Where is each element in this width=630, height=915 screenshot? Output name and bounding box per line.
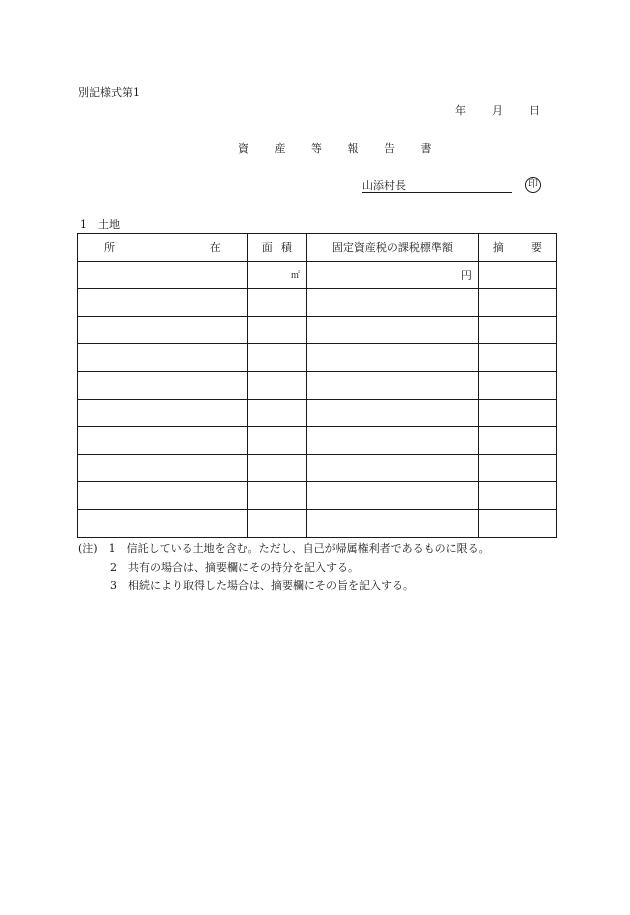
section-heading: 1 土地 — [80, 218, 120, 231]
note-1: (注) 1 信託している土地を含む。ただし、自己が帰属権利者であるものに限る。 — [78, 542, 490, 555]
table-row — [78, 371, 557, 399]
table-row — [78, 482, 557, 510]
table-row — [78, 399, 557, 427]
date-line — [455, 104, 540, 117]
table-row — [78, 261, 557, 289]
seal-mark: 印 — [525, 177, 541, 193]
table-row — [78, 427, 557, 455]
table-row — [78, 316, 557, 344]
addressee-name: 山添村長 — [362, 179, 406, 192]
date-month: 月 — [492, 104, 503, 117]
addressee-line — [362, 179, 512, 193]
table-row — [78, 344, 557, 372]
header-location: 所 在 — [78, 234, 248, 262]
area-unit: ㎡ — [247, 261, 306, 289]
header-assessed-value: 固定資産税の課税標準額 — [306, 234, 478, 262]
note-2: 2 共有の場合は、摘要欄にその持分を記入する。 — [110, 561, 359, 574]
table-header-row — [78, 234, 557, 262]
form-number: 別記様式第1 — [78, 86, 140, 99]
date-day: 日 — [529, 104, 540, 117]
yen-unit: 円 — [306, 261, 478, 289]
date-year: 年 — [455, 104, 466, 117]
header-remarks: 摘 要 — [478, 234, 556, 262]
note-3: 3 相続により取得した場合は、摘要欄にその旨を記入する。 — [110, 579, 414, 592]
table-row — [78, 289, 557, 317]
table-row — [78, 509, 557, 537]
land-table — [77, 233, 557, 538]
document-title: 資 産 等 報 告 書 — [238, 142, 443, 155]
header-area: 面 積 — [247, 234, 306, 262]
cell-remarks — [478, 261, 556, 289]
table-row — [78, 454, 557, 482]
cell-location — [78, 261, 248, 289]
